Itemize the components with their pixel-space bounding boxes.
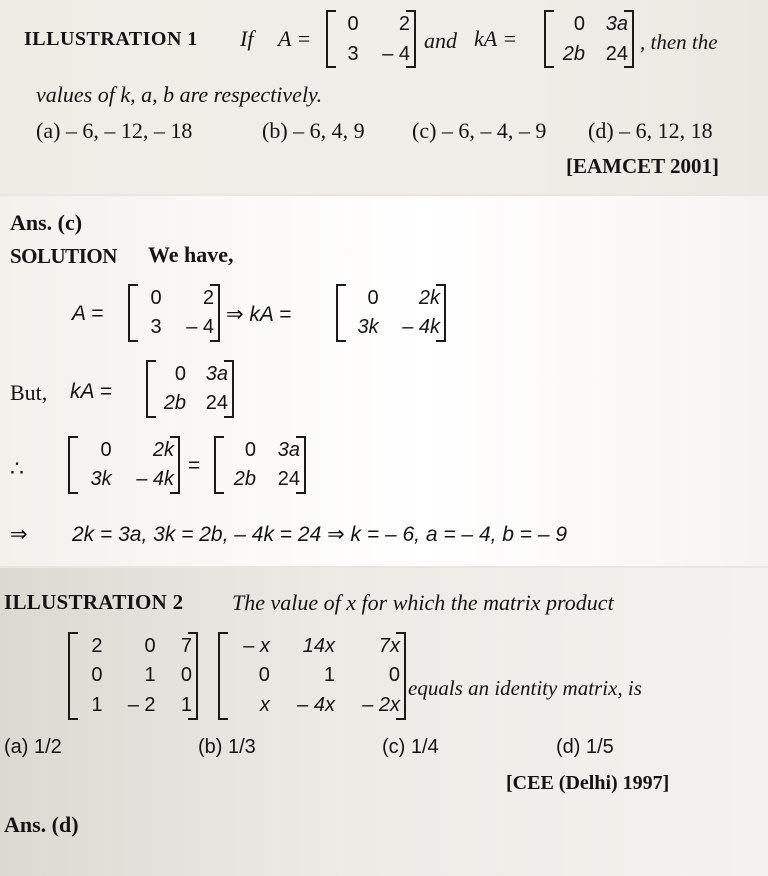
- matrix-cell: – x: [243, 635, 270, 658]
- matrix-cell: 2b: [562, 42, 585, 65]
- matrix-cell: 7: [180, 635, 192, 658]
- matrix-cell: – 4: [382, 42, 410, 65]
- ka-equals: kA =: [474, 26, 518, 51]
- matrix-cell: – 2x: [362, 693, 400, 716]
- solution-label: SOLUTION: [10, 244, 117, 268]
- matrix-cell: – 2: [127, 693, 156, 716]
- matrix-q: [218, 632, 406, 720]
- illustration-1-panel: [0, 0, 768, 194]
- matrix-cell: 3k: [90, 468, 112, 490]
- matrix-cell: 0: [150, 287, 162, 309]
- answer-2: Ans. (d): [4, 812, 79, 837]
- matrix-cell: 2k: [418, 287, 440, 309]
- matrix-ka: [544, 10, 634, 68]
- matrix-cell: 0: [91, 664, 103, 687]
- matrix-cell: 2k: [152, 439, 174, 461]
- final-result: 2k = 3a, 3k = 2b, – 4k = 24 ⇒ k = – 6, a = – 4, b = – 9: [72, 523, 568, 546]
- source-cee: [CEE (Delhi) 1997]: [506, 772, 670, 794]
- therefore-symbol: ∴: [10, 456, 24, 481]
- matrix-cell: 24: [605, 42, 628, 65]
- a-equals: A =: [278, 26, 312, 51]
- a-equals: A =: [72, 302, 104, 325]
- matrix-cell: 2: [398, 12, 410, 35]
- option-a: (a) 1/2: [4, 736, 62, 758]
- matrix-eq-right: [214, 436, 306, 494]
- matrix-cell: 0: [100, 439, 112, 461]
- implies-ka: ⇒ kA =: [226, 303, 292, 326]
- matrix-cell: 1: [180, 693, 192, 716]
- matrix-cell: 0: [388, 664, 400, 687]
- option-b: (b) 1/3: [198, 736, 256, 758]
- option-c: (c) 1/4: [382, 736, 439, 758]
- option-d: (d) – 6, 12, 18: [588, 118, 713, 143]
- question-text: The value of x for which the matrix product: [232, 590, 614, 615]
- matrix-cell: 3a: [605, 12, 628, 35]
- matrix-cell: 3: [347, 42, 359, 65]
- equals-sign: =: [188, 454, 201, 477]
- but-ka-equals: kA =: [70, 380, 112, 403]
- matrix-cell: 3: [150, 316, 162, 338]
- matrix-cell: 1: [144, 664, 156, 687]
- option-c: (c) – 6, – 4, – 9: [412, 118, 547, 143]
- matrix-cell: 0: [144, 635, 156, 658]
- matrix-cell: – 4k: [402, 316, 440, 338]
- and-text: and: [424, 28, 457, 53]
- matrix-cell: 1: [91, 693, 103, 716]
- question-line-2: values of k, a, b are respectively.: [36, 82, 323, 107]
- but-text: But,: [10, 380, 48, 405]
- matrix-cell: 0: [258, 664, 270, 687]
- solution-1-panel: [0, 196, 768, 566]
- matrix-a: [326, 10, 416, 68]
- matrix-eq-left: [68, 436, 180, 494]
- option-d: (d) 1/5: [556, 736, 614, 758]
- matrix-ka: [336, 284, 446, 342]
- illustration-2-panel: [0, 568, 768, 876]
- matrix-ka-given: [146, 360, 234, 418]
- matrix-cell: 7x: [378, 635, 400, 658]
- matrix-cell: 0: [367, 287, 379, 309]
- matrix-cell: 3a: [205, 363, 228, 385]
- matrix-cell: 24: [205, 392, 228, 414]
- matrix-cell: 0: [174, 363, 186, 385]
- matrix-cell: 0: [244, 439, 256, 461]
- illustration-1-label: ILLUSTRATION 1: [24, 28, 198, 50]
- matrix-cell: 2: [91, 635, 103, 658]
- matrix-cell: 24: [277, 468, 300, 490]
- matrix-cell: 3a: [277, 439, 300, 461]
- matrix-cell: 0: [573, 12, 585, 35]
- matrix-cell: 0: [180, 664, 192, 687]
- matrix-cell: 14x: [302, 635, 335, 658]
- if-text: If: [240, 26, 254, 51]
- matrix-p: [68, 632, 198, 720]
- matrix-cell: – 4k: [136, 468, 174, 490]
- matrix-cell: 1: [323, 664, 335, 687]
- matrix-cell: – 4: [186, 316, 214, 338]
- matrix-cell: 2b: [233, 468, 256, 490]
- matrix-cell: 2: [202, 287, 214, 309]
- implies-arrow: ⇒: [10, 523, 28, 546]
- option-a: (a) – 6, – 12, – 18: [36, 118, 193, 143]
- illustration-2-label: ILLUSTRATION 2: [4, 590, 184, 614]
- source-eamcet: [EAMCET 2001]: [566, 154, 720, 178]
- we-have-text: We have,: [148, 242, 234, 267]
- matrix-cell: 2b: [163, 392, 186, 414]
- matrix-a: [128, 284, 220, 342]
- matrix-cell: – 4x: [297, 693, 335, 716]
- matrix-cell: 3k: [357, 316, 379, 338]
- equals-identity-text: equals an identity matrix, is: [408, 676, 642, 700]
- matrix-cell: 0: [347, 12, 359, 35]
- answer-1: Ans. (c): [10, 210, 83, 235]
- option-b: (b) – 6, 4, 9: [262, 118, 365, 143]
- matrix-cell: x: [259, 693, 270, 716]
- then-text: , then the: [640, 30, 718, 54]
